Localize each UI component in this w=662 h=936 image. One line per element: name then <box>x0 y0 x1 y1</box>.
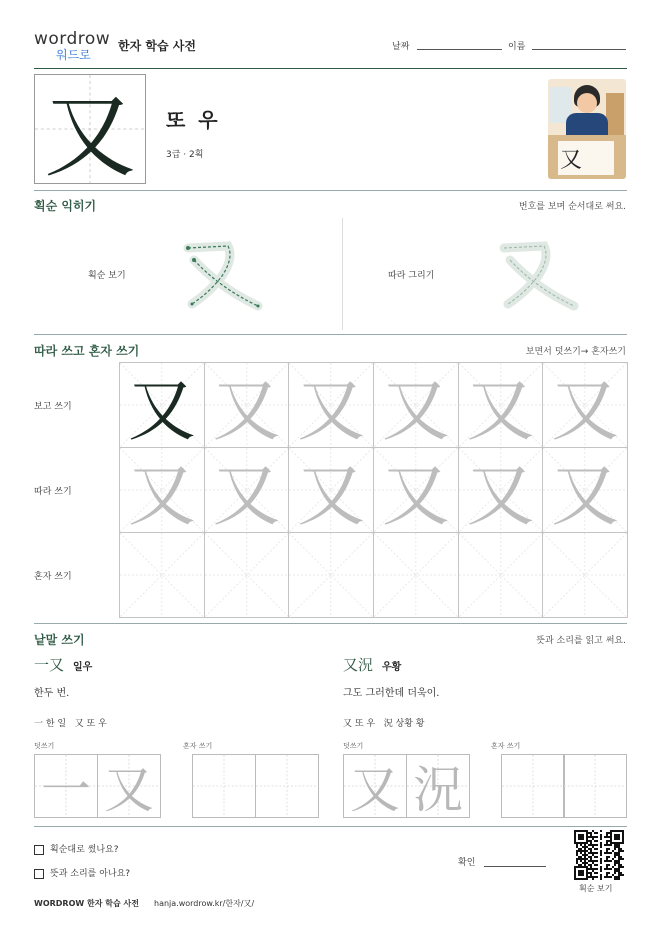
logo-korean: 워드로 <box>56 48 91 62</box>
words-section-title: 낱말 쓰기 <box>34 633 85 647</box>
check-meaning-label: 뜻과 소리를 아나요? <box>50 869 131 879</box>
practice-cell[interactable] <box>204 362 290 448</box>
confirm-field[interactable] <box>484 866 546 867</box>
word-2-hanja: 又況 <box>343 656 374 674</box>
practice-cell[interactable] <box>373 532 459 618</box>
logo-wordmark: wordrow <box>34 29 111 49</box>
checkbox-icon[interactable] <box>34 869 44 879</box>
divider-4 <box>34 826 627 827</box>
word-1-trace-cell-1[interactable] <box>34 754 98 818</box>
trace-hanja: 又 <box>551 371 620 448</box>
practice-cell[interactable] <box>373 362 459 448</box>
words-section-hint: 뜻과 소리를 읽고 써요. <box>536 636 626 646</box>
row-label-trace: 따라 쓰기 <box>34 487 72 497</box>
word-2-self-cell-1[interactable] <box>501 754 565 818</box>
trace-hanja: 又 <box>466 371 535 448</box>
word-1-meaning: 한두 번. <box>34 688 70 699</box>
trace-hanja: 又 <box>212 371 281 448</box>
boy-illustration <box>548 79 626 179</box>
hero-hanja-box <box>34 74 146 184</box>
word-1-trace-char-1: 一 <box>41 761 91 818</box>
practice-cell[interactable] <box>542 362 628 448</box>
practice-cell[interactable] <box>458 362 544 448</box>
practice-cell[interactable] <box>119 362 205 448</box>
word-1-hanja: 一又 <box>34 656 65 674</box>
word-1-trace-label: 덧쓰기 <box>34 742 55 750</box>
guide-lines <box>120 533 204 617</box>
practice-cell[interactable] <box>288 447 374 533</box>
stroke-divider-vertical <box>342 218 343 330</box>
guide-lines <box>193 755 255 817</box>
word-2-trace-cell-2[interactable] <box>406 754 470 818</box>
practice-section-hint: 보면서 덧쓰기→ 혼자쓰기 <box>525 347 626 357</box>
word-2-self-cell-2[interactable] <box>563 754 627 818</box>
stroke-start-2 <box>192 258 196 262</box>
word-2-trace-cell-1[interactable] <box>343 754 407 818</box>
word-1-breakdown: 一 한 일 又 또 우 <box>34 719 107 729</box>
practice-cell[interactable] <box>542 447 628 533</box>
guide-lines <box>374 533 458 617</box>
word-1-self-cell-2[interactable] <box>255 754 319 818</box>
trace-hanja: 又 <box>212 456 281 533</box>
footer-url[interactable]: hanja.wordrow.kr/한자/又/ <box>154 899 255 908</box>
guide-lines <box>205 533 289 617</box>
practice-cell[interactable] <box>458 532 544 618</box>
practice-section-title: 따라 쓰고 혼자 쓰기 <box>34 344 140 358</box>
word-2-reading: 우황 <box>382 662 402 673</box>
word-2-trace-label: 덧쓰기 <box>343 742 364 750</box>
guide-lines <box>543 533 627 617</box>
qr-label: 획순 보기 <box>579 884 613 893</box>
practice-cell[interactable] <box>373 447 459 533</box>
checkbox-icon[interactable] <box>34 845 44 855</box>
guide-lines <box>502 755 564 817</box>
date-label: 날짜 <box>392 42 410 52</box>
hanja-meaning-sound: 또 우 <box>166 108 221 132</box>
model-hanja: 又 <box>127 371 196 448</box>
stroke-order-figure <box>170 236 270 312</box>
name-field[interactable] <box>532 49 626 50</box>
guide-lines <box>256 755 318 817</box>
practice-cell[interactable] <box>204 532 290 618</box>
word-2-breakdown: 又 또 우 況 상황 황 <box>343 719 425 729</box>
check-stroke-order-label: 획순대로 썼나요? <box>50 845 119 855</box>
word-2-self-label: 혼자 쓰기 <box>491 742 521 750</box>
stroke-trace-label: 따라 그리기 <box>388 271 435 281</box>
practice-grid <box>119 362 627 617</box>
practice-cell[interactable] <box>542 532 628 618</box>
qr-code-icon[interactable] <box>574 830 624 880</box>
guide-lines <box>289 533 373 617</box>
date-field[interactable] <box>417 49 502 50</box>
stroke-section-hint: 번호를 보며 순서대로 써요. <box>518 202 626 212</box>
hero-hanja: 又 <box>43 83 136 184</box>
stroke-trace-figure[interactable] <box>486 236 586 312</box>
practice-cell[interactable] <box>119 447 205 533</box>
trace-hanja: 又 <box>381 456 450 533</box>
word-2-meaning: 그도 그러한데 더욱이. <box>343 688 440 699</box>
word-1-reading: 일우 <box>73 662 93 673</box>
guide-lines <box>459 533 543 617</box>
stroke-section-title: 획순 익히기 <box>34 199 97 213</box>
trace-hanja: 又 <box>551 456 620 533</box>
stroke-view-label: 획순 보기 <box>88 271 126 281</box>
stroke-start-1 <box>186 246 190 250</box>
doc-title: 한자 학습 사전 <box>118 39 196 53</box>
boy-shirt <box>566 113 608 137</box>
row-label-self: 혼자 쓰기 <box>34 572 72 582</box>
header-divider <box>34 68 627 69</box>
trace-hanja: 又 <box>297 371 366 448</box>
practice-cell[interactable] <box>119 532 205 618</box>
word-1-trace-cell-2[interactable] <box>97 754 161 818</box>
boy-face <box>577 93 597 113</box>
illustration-hanja: 又 <box>560 148 583 173</box>
divider-1 <box>34 190 627 191</box>
shelf-shape <box>606 93 624 135</box>
logo <box>34 29 111 66</box>
row-label-view: 보고 쓰기 <box>34 402 72 412</box>
practice-cell[interactable] <box>288 532 374 618</box>
trace-hanja: 又 <box>466 456 535 533</box>
word-2-trace-char-1: 又 <box>350 761 400 818</box>
practice-cell[interactable] <box>458 447 544 533</box>
word-1-self-cell-1[interactable] <box>192 754 256 818</box>
name-label: 이름 <box>508 42 526 52</box>
word-1-self-label: 혼자 쓰기 <box>183 742 213 750</box>
trace-hanja: 又 <box>381 371 450 448</box>
guide-lines <box>564 755 626 817</box>
practice-cell[interactable] <box>204 447 290 533</box>
confirm-label: 확인 <box>458 858 476 868</box>
trace-hanja: 又 <box>297 456 366 533</box>
word-1-trace-char-2: 又 <box>104 761 154 818</box>
practice-cell[interactable] <box>288 362 374 448</box>
trace-hanja: 又 <box>127 456 196 533</box>
check-stroke-order[interactable] <box>34 842 119 855</box>
footer-brand: WORDROW 한자 학습 사전 <box>34 899 139 908</box>
stroke-end-2 <box>257 305 260 308</box>
grade-strokes: 3급 · 2획 <box>166 150 204 160</box>
divider-3 <box>34 623 627 624</box>
stroke-end-1 <box>191 303 194 306</box>
divider-2 <box>34 334 627 335</box>
check-meaning[interactable] <box>34 866 130 879</box>
word-2-trace-char-2: 況 <box>413 761 463 818</box>
